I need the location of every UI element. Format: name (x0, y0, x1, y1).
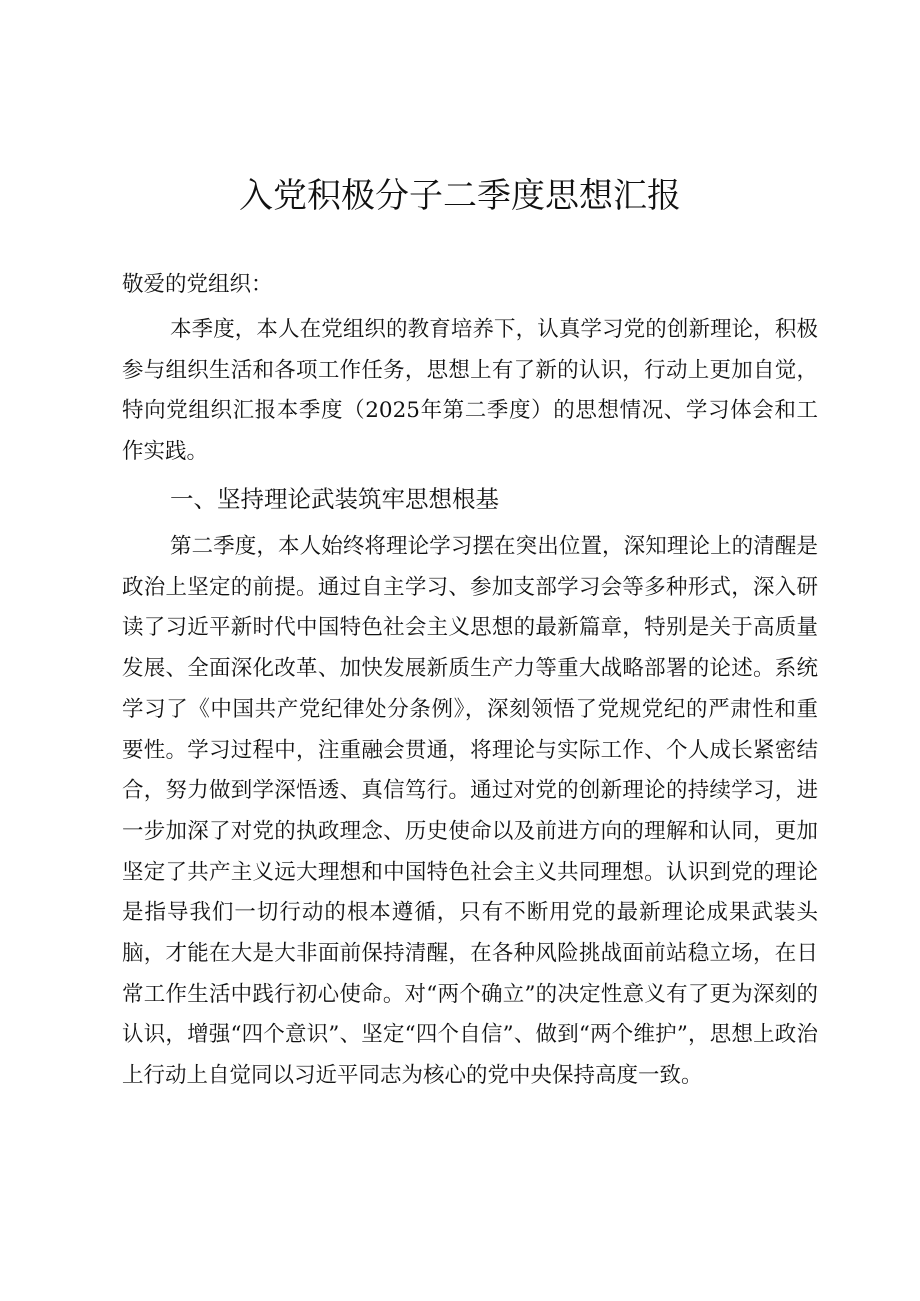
section-paragraph: 第二季度，本人始终将理论学习摆在突出位置，深知理论上的清醒是政治上坚定的前提。通过自主学习、参加支部学习会等多种形式，深入研读了习近平新时代中国特色社会主义思想的最新篇章，特别是关于高质量发展、全面深化改革、加快发展新质生产力等重大战略部署的论述。系统学习了《中国共产党纪律处分条例》，深刻领悟了党规党纪的严肃性和重要性。学习过程中，注重融会贯通，将理论与实际工作、个人成长紧密结合，努力做到学深悟透、真信笃行。通过对党的创新理论的持续学习，进一步加深了对党的执政理念、历史使命以及前进方向的理解和认同，更加坚定了共产主义远大理想和中国特色社会主义共同理想。认识到党的理论是指导我们一切行动的根本遵循，只有不断用党的最新理论成果武装头脑，才能在大是大非面前保持清醒，在各种风险挑战面前站稳立场，在日常工作生活中践行初心使命。对“两个确立”的决定性意义有了更为深刻的认识，增强“四个意识”、坚定“四个自信”、做到“两个维护”，思想上政治上行动上自觉同以习近平同志为核心的党中央保持高度一致。 (122, 534, 818, 1089)
section-heading: 一、坚持理论武装筑牢思想根基 (170, 485, 499, 513)
intro-paragraph: 本季度，本人在党组织的教育培养下，认真学习党的创新理论，积极参与组织生活和各项工作任务，思想上有了新的认识，行动上更加自觉，特向党组织汇报本季度（2025年第二季度）的思想情况、学习体会和工作实践。 (122, 317, 818, 465)
document-title: 入党积极分子二季度思想汇报 (239, 176, 681, 216)
salutation: 敬爱的党组织： (122, 272, 273, 297)
